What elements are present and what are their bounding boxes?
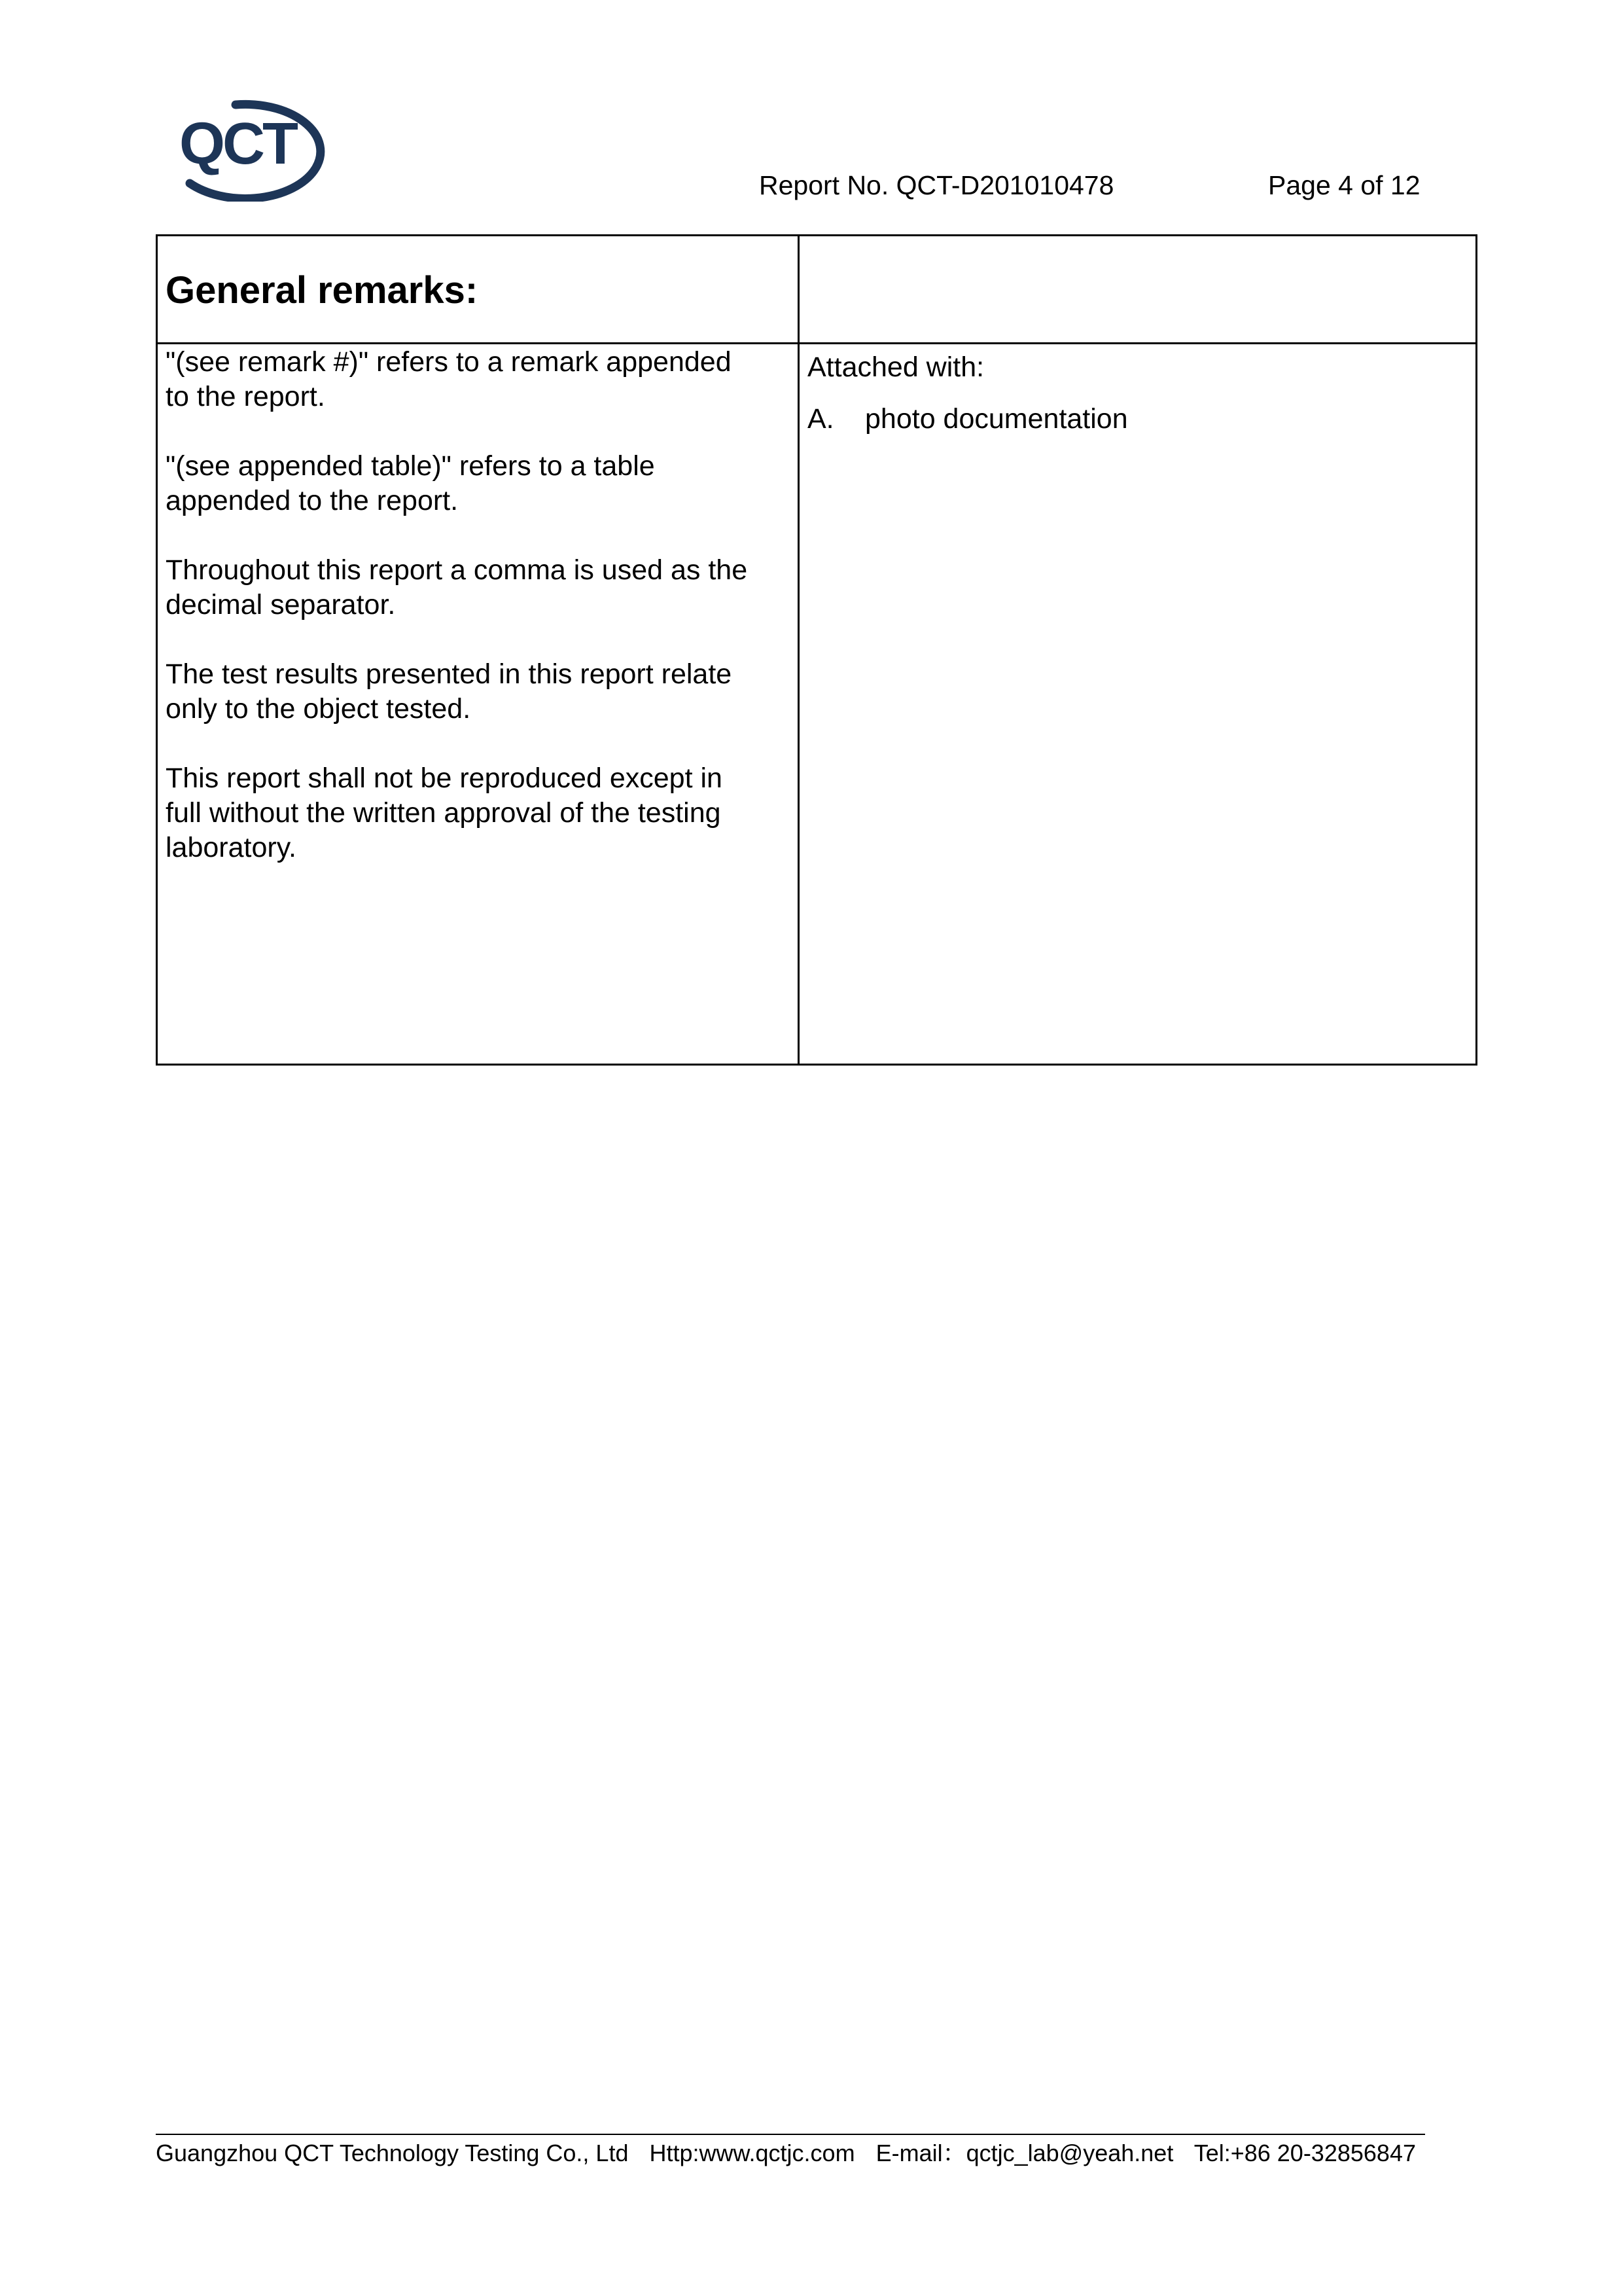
footer-email: E-mail：qctjc_lab@yeah.net <box>875 2140 1174 2166</box>
footer-rule <box>156 2134 1425 2135</box>
attachments-column <box>807 350 1468 437</box>
remark-results-scope: The test results presented in this report relate only to the object tested. <box>166 658 732 725</box>
remark-decimal-separator: Throughout this report a comma is used as the decimal separator. <box>166 554 748 620</box>
attachment-letter: A. <box>807 403 834 435</box>
qct-logo <box>177 90 347 202</box>
logo-text: QCT <box>179 111 296 177</box>
remark-see-remark: "(see remark #)" refers to a remark appended to the report. <box>166 346 732 412</box>
remark-reproduction: This report shall not be reproduced except in full without the written approval of the testing laboratory. <box>166 762 722 863</box>
page-number: Page 4 of 12 <box>1268 170 1421 200</box>
general-remarks-heading: General remarks: <box>166 269 478 312</box>
remarks-column <box>166 345 796 900</box>
attached-with-label: Attached with: <box>807 351 985 383</box>
remark-see-appended-table: "(see appended table)" refers to a table appended to the report. <box>166 450 655 516</box>
report-number: Report No. QCT-D201010478 <box>759 170 1114 200</box>
attachment-item <box>807 402 1468 437</box>
general-remarks-table <box>156 234 1477 1066</box>
attachment-text: photo documentation <box>865 403 1128 435</box>
footer-website: Http:www.qctjc.com <box>649 2140 855 2166</box>
header-row-divider <box>158 342 1475 344</box>
footer <box>156 2139 1416 2168</box>
footer-tel: Tel:+86 20-32856847 <box>1193 2140 1416 2166</box>
column-divider <box>798 236 800 1064</box>
footer-company: Guangzhou QCT Technology Testing Co., Ltd <box>156 2140 629 2166</box>
